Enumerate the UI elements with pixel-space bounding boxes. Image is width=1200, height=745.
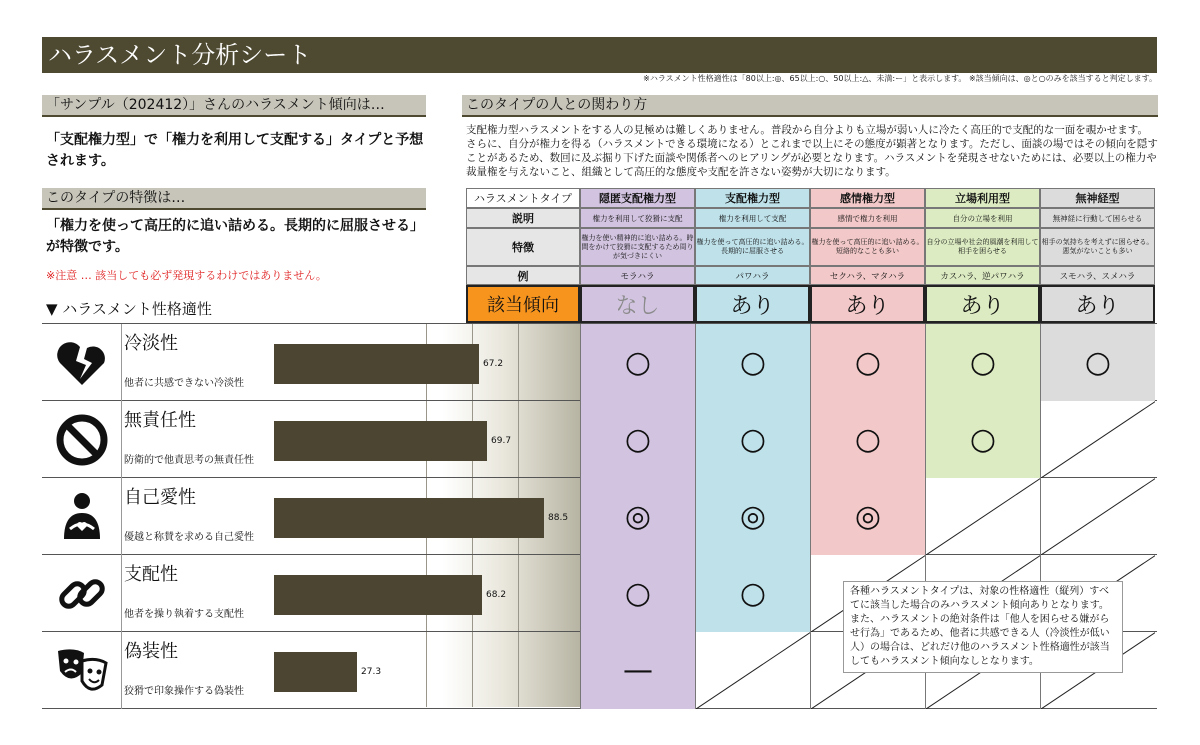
mark-symbol: ○: [1084, 345, 1112, 380]
mark-cell: [925, 324, 1040, 401]
chain-link-icon: [42, 555, 121, 632]
mark-symbol: ◎: [624, 499, 652, 534]
mark-symbol: ○: [854, 422, 882, 457]
mark-symbol: ○: [739, 422, 767, 457]
no-entry-icon: [42, 401, 121, 478]
divider: [121, 324, 122, 401]
trait-name: 無責任性: [124, 410, 196, 431]
trait-bar: [274, 575, 482, 615]
type-table: [466, 188, 1156, 323]
trait-value: 68.2: [486, 590, 507, 600]
mark-cell: [695, 478, 810, 555]
diagonal-slash: [696, 632, 810, 709]
trait-name: 自己愛性: [124, 487, 196, 508]
warning-text: ※注意 … 該当しても必ず発現するわけではありません。: [46, 269, 327, 282]
mark-cell: [1040, 401, 1155, 478]
mark-cell: [580, 401, 695, 478]
type-feature: 相手の気持ちを考えずに困らせる。悪気がないことも多い: [1040, 228, 1155, 266]
mark-cell: [580, 632, 695, 709]
mark-cell: [925, 478, 1040, 555]
trait-bar: [274, 344, 479, 384]
trait-bar: [274, 498, 544, 538]
mark-cell: [695, 632, 810, 709]
trait-bar: [274, 652, 357, 692]
type-feature: 権力を使い精神的に追い詰める。時間をかけて狡猾に支配するため周りが気づきにくい: [580, 228, 695, 266]
mark-symbol: —: [623, 653, 653, 688]
mark-symbol: ○: [854, 345, 882, 380]
broken-heart-icon: [42, 324, 121, 401]
note-box: 各種ハラスメントタイプは、対象の性格適性（縦列）すべてに該当した場合のみハラスメント傾向ありとなります。また、ハラスメントの絶対条件は「他人を困らせる嫌がらせ行為」であるため、他者に共感できる人（冷淡性が低い人）の場合は、どれだけ他のハラスメント性格適性が該当してもハラスメント傾向なしとなります。: [843, 581, 1123, 673]
type-name: 支配権力型: [695, 188, 810, 208]
type-desc: 権力を利用して狡猾に支配: [580, 208, 695, 228]
result-label: 該当傾向: [466, 285, 580, 323]
type-desc: 無神経に行動して困らせる: [1040, 208, 1155, 228]
mark-symbol: ○: [739, 345, 767, 380]
aptitude-heading: ▼ ハラスメント性格適性: [46, 300, 212, 318]
mark-symbol: ○: [739, 576, 767, 611]
mark-cell: [810, 478, 925, 555]
mark-cell: [1040, 324, 1155, 401]
result-value: あり: [810, 285, 925, 323]
type-name: 立場利用型: [925, 188, 1040, 208]
mark-cell: [580, 324, 695, 401]
feature-row: [466, 228, 1156, 266]
type-name-row: [466, 188, 1156, 208]
type-example: カスハラ、逆パワハラ: [925, 266, 1040, 285]
feature-text: 「権力を使って高圧的に追い詰める。長期的に屈服させる」が特徴です。: [46, 218, 424, 255]
mark-symbol: ○: [969, 422, 997, 457]
trait-value: 67.2: [483, 359, 504, 369]
trait-row: [42, 324, 1157, 401]
row-label: 特徴: [466, 228, 580, 266]
row-label: 説明: [466, 208, 580, 228]
diagonal-slash: [926, 478, 1040, 555]
type-desc: 感情で権力を利用: [810, 208, 925, 228]
mark-symbol: ◎: [739, 499, 767, 534]
mark-cell: [810, 324, 925, 401]
diagonal-slash: [1041, 478, 1155, 555]
type-feature: 自分の立場や社会的風潮を利用して相手を困らせる: [925, 228, 1040, 266]
scale-note: ※ハラスメント性格適性は「80以上:◎、65以上:○、50以上:△、未満:ー」と表示します。 ※該当傾向は、◎と○のみを該当すると判定します。: [643, 74, 1157, 83]
type-example: モラハラ: [580, 266, 695, 285]
type-name: 無神経型: [1040, 188, 1155, 208]
divider: [121, 632, 122, 709]
mark-cell: [695, 555, 810, 632]
type-feature: 権力を使って高圧的に追い詰める。長期的に屈服させる: [695, 228, 810, 266]
mark-symbol: ○: [624, 576, 652, 611]
diagonal-slash: [1041, 401, 1155, 478]
feature-heading: このタイプの特徴は…: [42, 188, 426, 210]
type-name: 感情権力型: [810, 188, 925, 208]
type-feature: 権力を使って高圧的に追い詰める。短絡的なことも多い: [810, 228, 925, 266]
result-row: [466, 285, 1156, 323]
type-example: セクハラ、マタハラ: [810, 266, 925, 285]
divider: [121, 555, 122, 632]
self-hug-icon: [42, 478, 121, 555]
mark-cell: [1040, 478, 1155, 555]
desc-row: [466, 208, 1156, 228]
type-example: スモハラ、スメハラ: [1040, 266, 1155, 285]
mark-cell: [925, 401, 1040, 478]
trait-value: 88.5: [548, 513, 569, 523]
divider: [121, 401, 122, 478]
mark-symbol: ○: [969, 345, 997, 380]
trait-bar: [274, 421, 487, 461]
trait-desc: 優越と称賛を求める自己愛性: [124, 532, 254, 543]
tendency-heading: 「サンプル（202412）」さんのハラスメント傾向は…: [42, 95, 426, 117]
trait-desc: 防衛的で他責思考の無責任性: [124, 455, 254, 466]
trait-row: [42, 478, 1157, 555]
mark-cell: [580, 478, 695, 555]
relation-heading: このタイプの人との関わり方: [462, 95, 1158, 117]
page-title: ハラスメント分析シート: [42, 37, 1157, 73]
result-value: なし: [580, 285, 695, 323]
trait-value: 27.3: [361, 667, 382, 677]
trait-name: 支配性: [124, 564, 178, 585]
type-desc: 権力を利用して支配: [695, 208, 810, 228]
trait-value: 69.7: [491, 436, 512, 446]
row-label: 例: [466, 266, 580, 285]
example-row: [466, 266, 1156, 285]
mark-cell: [580, 555, 695, 632]
mark-symbol: ○: [624, 345, 652, 380]
type-name: 隠匿支配権力型: [580, 188, 695, 208]
type-desc: 自分の立場を利用: [925, 208, 1040, 228]
trait-name: 冷淡性: [124, 333, 178, 354]
result-value: あり: [1040, 285, 1155, 323]
masks-icon: [42, 632, 121, 709]
result-value: あり: [925, 285, 1040, 323]
row-label: ハラスメントタイプ: [466, 188, 580, 208]
trait-row: [42, 401, 1157, 478]
mark-symbol: ○: [624, 422, 652, 457]
trait-desc: 他者を操り執着する支配性: [124, 609, 244, 620]
tendency-text: 「支配権力型」で「権力を利用して支配する」タイプと予想されます。: [46, 132, 424, 169]
mark-cell: [810, 401, 925, 478]
relation-text: 支配権力型ハラスメントをする人の見極めは難しくありません。普段から自分よりも立場が弱い人に冷たく高圧的で支配的な一面を覗かせます。さらに、自分が権力を得る（ハラスメントできる環境になる）とこれまで以上にその態度が顕著となります。ただし、面談の場ではその傾向を隠すことがあるため、数回に及ぶ掘り下げた面談や関係者へのヒアリングが必要となります。ハラスメントを発現させないためには、必要以上の権力や裁量権を与えないこと、組織として高圧的な態度や支配を許さない姿勢が大切になります。: [466, 124, 1158, 178]
result-value: あり: [695, 285, 810, 323]
trait-name: 偽装性: [124, 641, 178, 662]
mark-cell: [695, 401, 810, 478]
divider: [121, 478, 122, 555]
mark-symbol: ◎: [854, 499, 882, 534]
mark-cell: [695, 324, 810, 401]
type-example: パワハラ: [695, 266, 810, 285]
trait-desc: 狡猾で印象操作する偽装性: [124, 686, 244, 697]
trait-desc: 他者に共感できない冷淡性: [124, 378, 244, 389]
